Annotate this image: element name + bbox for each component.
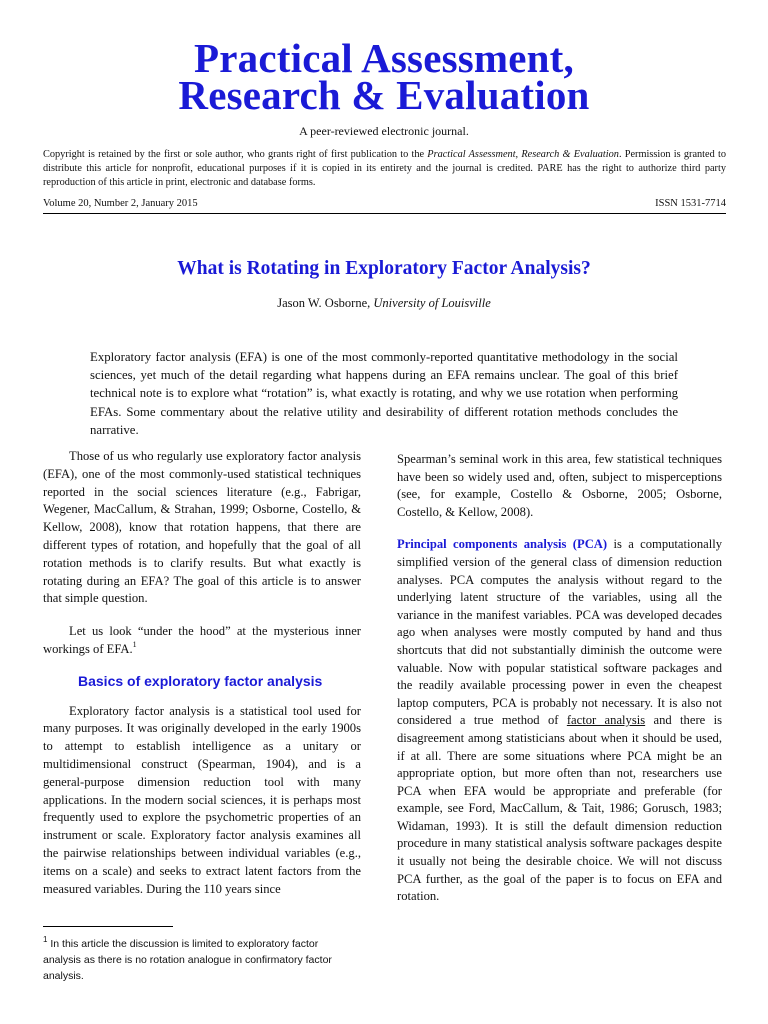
body-paragraph-5-text-b: and there is disagreement among statisticians about when it should be used, if at all. There are some situations where PCA might be an appropriate option, but more often than not, researchers use PCA when EFA would be appropriate and preferable (for example, see Ford, MacCallum, & Tait, 1986; Gorusch, 1983; Widaman, 1993). It is still the default dimension reduction procedure in many statistical analysis software packages despite it usually not being the desirable choice. We will not discuss PCA further, as the goal of the paper is to focus on EFA and rotation. [397,713,722,904]
body-paragraph-2-text: Let us look “under the hood” at the mysterious inner workings of EFA. [43,624,361,656]
pca-term: Principal components analysis (PCA) [397,537,608,552]
issn: ISSN 1531-7714 [655,198,726,209]
body-paragraph-3: Exploratory factor analysis is a statistical tool used for many purposes. It was originally developed in the early 1900s to attempt to establish intelligence as a unitary or multidimensional construct (Spearman, 1904), and is a general-purpose dimension reduction tool with many applications. In the modern social sciences, it is perhaps most frequently used to explore the psychometric properties of an instrument or scale. Exploratory factor analysis examines all the pairwise relationships between individual variables (e.g., items on a scale) and seeks to extract latent factors from the measured variables. During the 110 years since [43,703,361,896]
author-name: Jason W. Osborne, [277,296,374,310]
footnote [43,936,343,984]
footnote-text: In this article the discussion is limited to exploratory factor analysis as there is no rotation analogue in confirmatory factor analysis. [43,938,332,982]
copyright-text-1: Copyright is retained by the first or sole author, who grants right of first publication to the [43,149,428,160]
byline [0,296,768,311]
left-column [43,448,361,898]
journal-masthead [0,35,768,139]
footnote-reference[interactable]: 1 [132,639,137,649]
footnote-divider [43,926,173,927]
volume-info: Volume 20, Number 2, January 2015 [43,198,198,209]
body-paragraph-2 [43,623,361,659]
body-paragraph-5-text-a: is a computationally simplified version of the general class of dimension reduction analyses. PCA computes the analysis without regard to the underlying latent structure of the variables, using all the variance in the manifest variables. PCA was developed decades ago when analyses were mostly computed by hand and thus shortcuts that did not substantially diminish the outcome were valuable. Now with popular statistical software packages and the readily available processing power in even the cheapest laptop computers, PCA is probably not necessary. It is also not considered a true method of [397,537,722,728]
factor-analysis-link[interactable]: factor analysis [566,713,646,728]
journal-title [0,35,768,118]
journal-title-line-2: Research & Evaluation [178,72,590,118]
right-column [397,451,722,906]
journal-tagline: A peer-reviewed electronic journal. [299,124,469,138]
article-title: What is Rotating in Exploratory Factor Analysis? [177,258,591,279]
body-paragraph-4: Spearman’s seminal work in this area, few statistical techniques have been so widely used and, often, subject to misperceptions (see, for example, Costello & Osborne, 2005; Osborne, Costello, & Kellow, 2008). [397,452,722,519]
copyright-journal-name: Practical Assessment, Research & Evaluation [427,149,619,160]
author-affiliation: University of Louisville [373,296,491,310]
body-paragraph-1: Those of us who regularly use exploratory factor analysis (EFA), one of the most commonly-used statistical techniques reported in the social sciences literature (e.g., Fabrigar, Wegener, MacCallum, & Strahan, 1999; Osborne, Costello, & Kellow, 2008), know that rotation happens, that there are different types of rotation, and hopefully that the goal of all rotation methods is to clarify results. But what exactly is rotating during an EFA? The goal of this article is to answer that simple question. [43,449,361,606]
issue-line [43,198,726,214]
footnote-mark: 1 [43,935,48,944]
section-heading: Basics of exploratory factor analysis [78,672,323,689]
journal-title-line-1: Practical Assessment, [194,35,574,81]
body-paragraph-5 [397,536,722,905]
copyright-notice [43,148,726,190]
abstract: Exploratory factor analysis (EFA) is one of the most commonly-reported quantitative methodology in the social sciences, yet much of the detail regarding what happens during an EFA remains unclear. The goal of this brief technical note is to explore what “rotation” is, what exactly is rotating, and why we use rotation when performing EFAs. Some commentary about the relative utility and desirability of different rotation methods concludes the narrative. [90,350,678,437]
copyright-text-2: . Permission is granted to distribute this article for nonprofit, educational purposes if it is copied in its entirety and the journal is credited. PARE has the right to authorize third party reproduction of this article in print, electronic and database forms. [43,149,726,188]
